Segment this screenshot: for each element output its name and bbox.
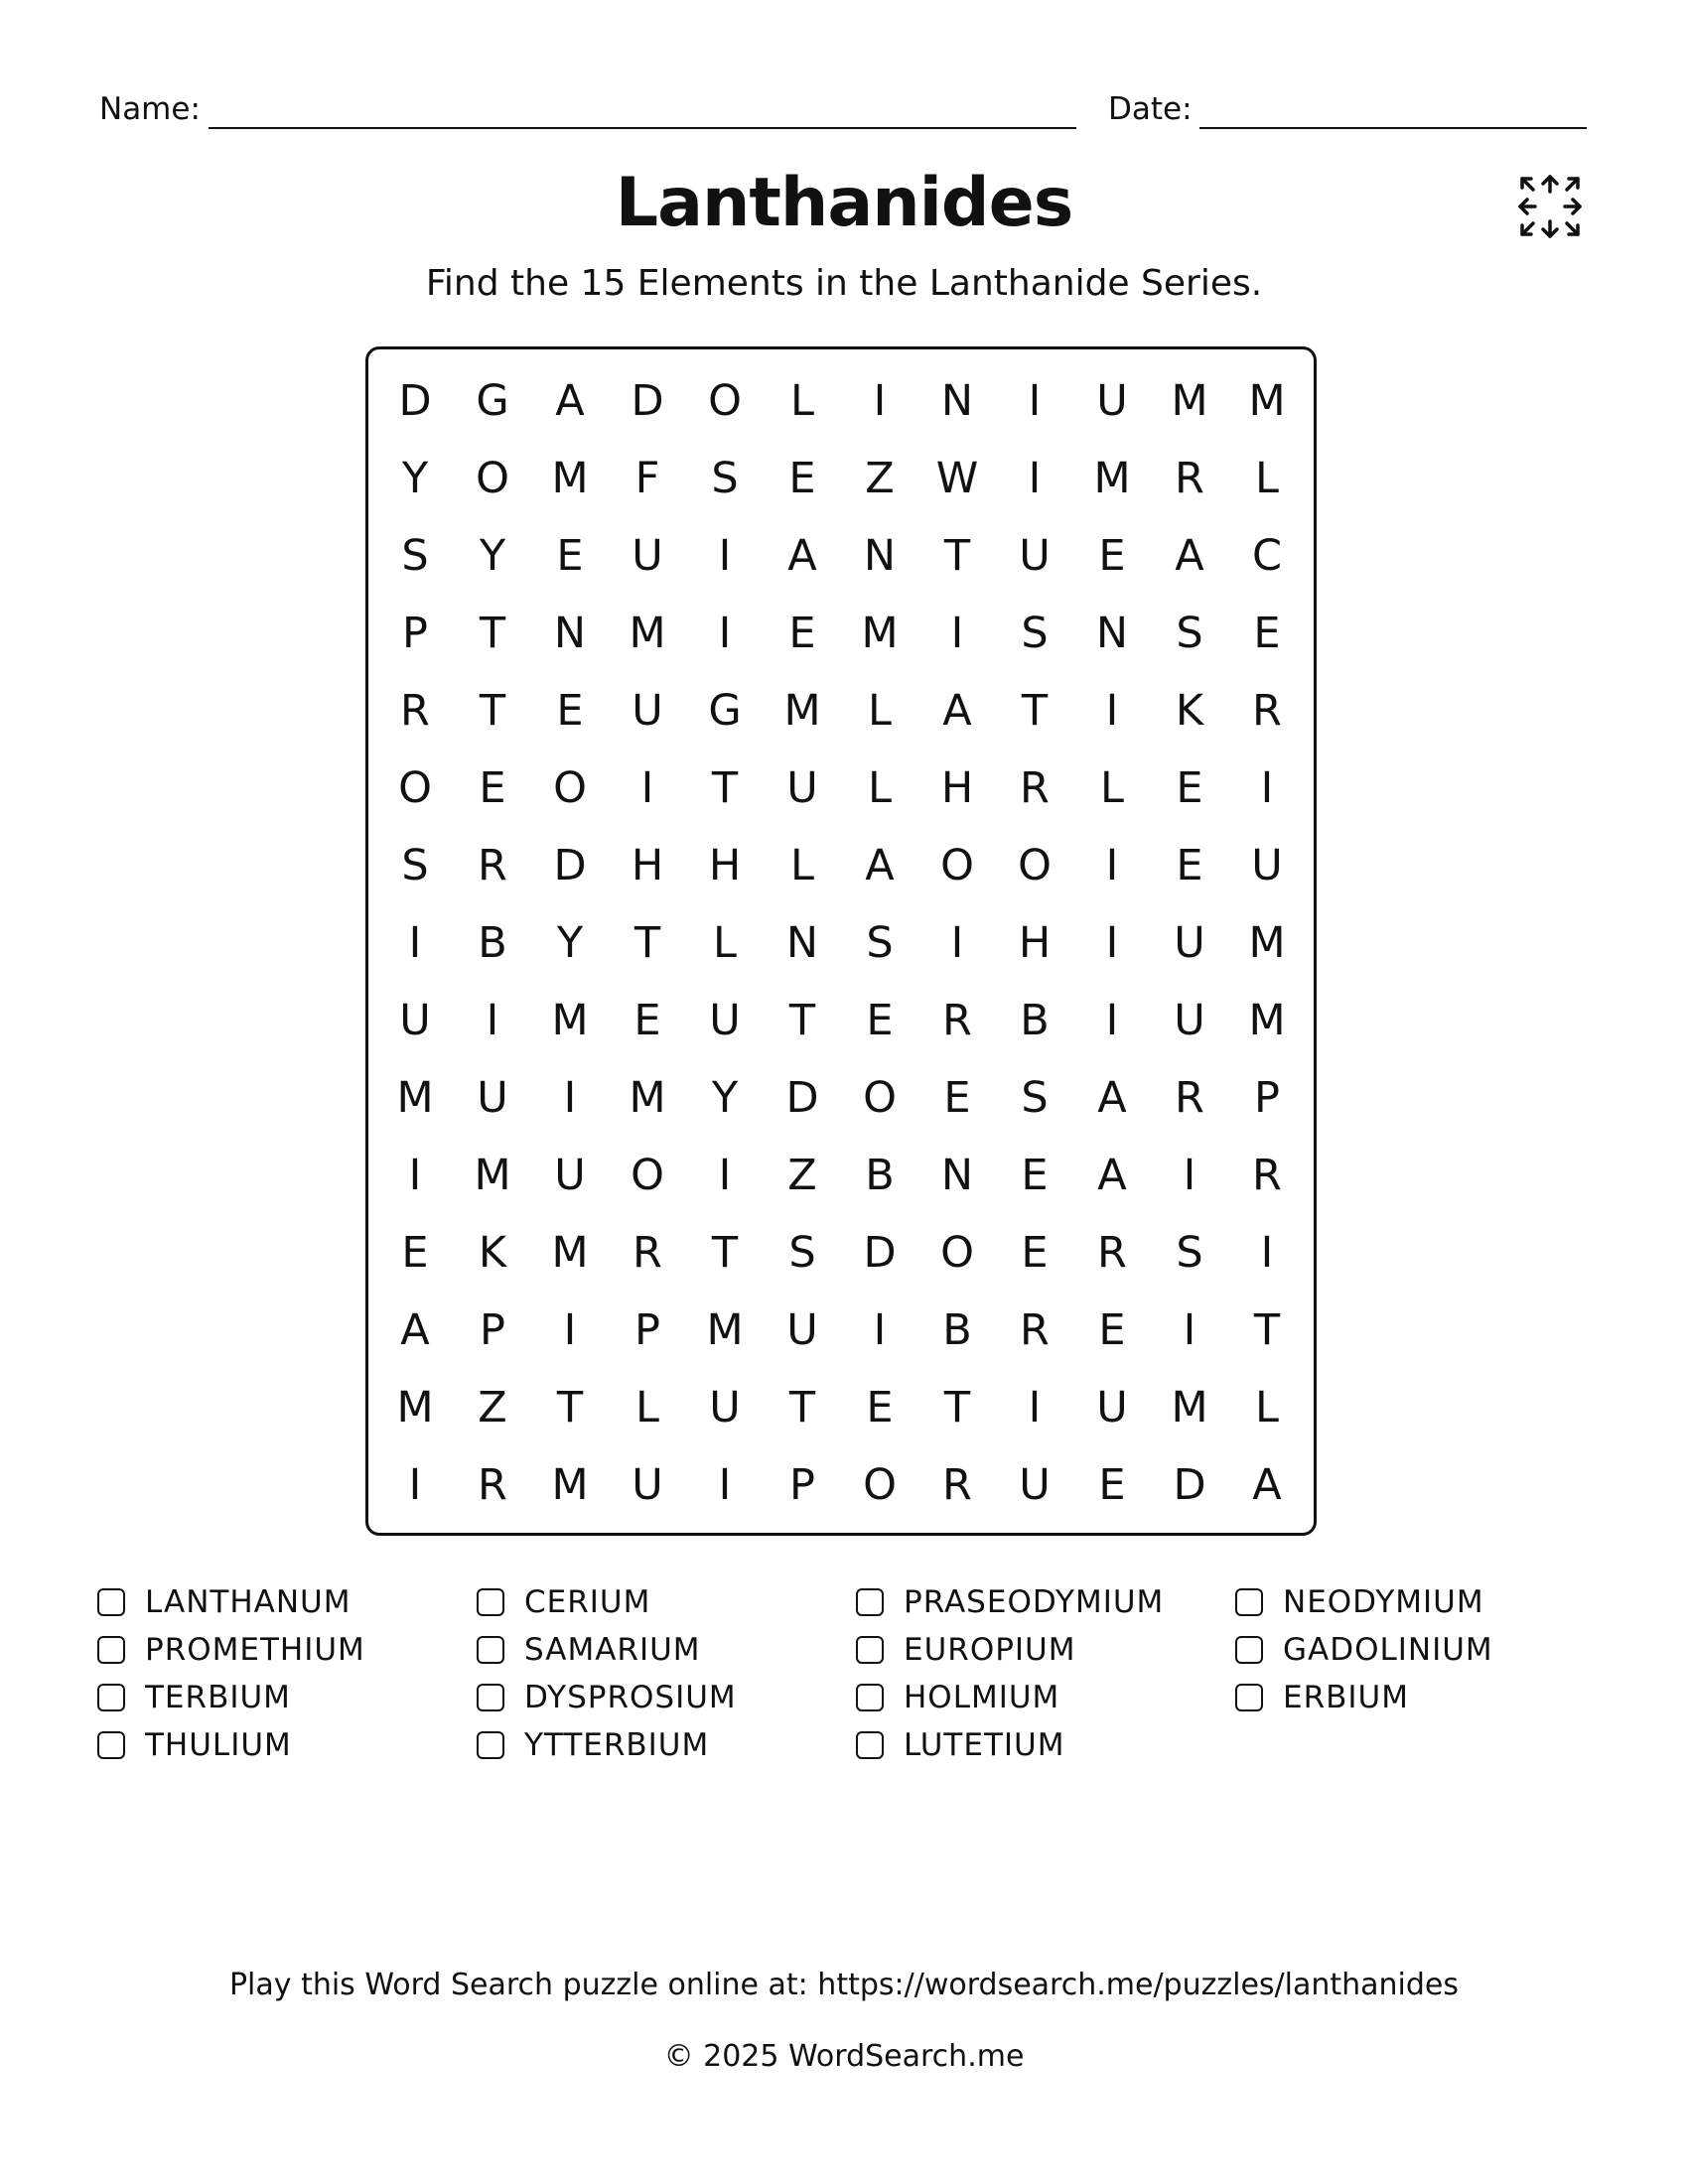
word-item[interactable] — [856, 1626, 1235, 1674]
grid-cell[interactable]: E — [556, 531, 584, 581]
grid-cell[interactable]: B — [942, 1305, 972, 1355]
checkbox-icon[interactable] — [97, 1684, 125, 1711]
grid-cell[interactable]: L — [1255, 1383, 1279, 1433]
grid-cell[interactable]: H — [708, 841, 742, 890]
grid-cell[interactable]: U — [1096, 376, 1128, 426]
grid-cell[interactable]: M — [1248, 918, 1286, 968]
checkbox-icon[interactable] — [856, 1588, 884, 1616]
grid-cell[interactable]: S — [1021, 1073, 1049, 1123]
date-label: Date: — [1108, 91, 1193, 127]
grid-cell[interactable]: I — [718, 1151, 732, 1200]
grid-cell[interactable]: I — [718, 531, 732, 581]
grid-cell[interactable]: U — [786, 763, 818, 813]
grid-cell[interactable]: E — [1176, 763, 1203, 813]
puzzle-grid-frame — [365, 346, 1317, 1536]
word-item[interactable] — [97, 1626, 477, 1674]
grid-cell[interactable]: Y — [556, 918, 584, 968]
grid-cell[interactable]: B — [865, 1151, 895, 1200]
grid-cell[interactable]: E — [1098, 531, 1126, 581]
word-item[interactable] — [1235, 1674, 1607, 1721]
grid-cell[interactable]: S — [401, 841, 429, 890]
grid-cell[interactable]: T — [1253, 1305, 1281, 1355]
grid-cell[interactable]: G — [708, 686, 742, 736]
grid-cell[interactable]: E — [1176, 841, 1203, 890]
grid-cell[interactable]: M — [551, 996, 589, 1045]
grid-cell[interactable]: M — [861, 609, 899, 658]
instructions: Find the 15 Elements in the Lanthanide Series. — [425, 263, 1263, 304]
grid-cell[interactable]: P — [1254, 1073, 1280, 1123]
grid-cell[interactable]: R — [1097, 1228, 1127, 1278]
grid-cell[interactable]: T — [556, 1383, 584, 1433]
word-item[interactable] — [1235, 1578, 1607, 1626]
grid-cell[interactable]: A — [1175, 531, 1204, 581]
grid-cell[interactable]: L — [868, 763, 892, 813]
grid-cell[interactable]: K — [1175, 686, 1204, 736]
grid-cell[interactable]: U — [709, 996, 741, 1045]
grid-cell[interactable]: I — [1028, 454, 1042, 503]
grid-cell[interactable]: I — [1260, 1228, 1274, 1278]
grid-cell[interactable]: I — [718, 609, 732, 658]
grid-cell[interactable]: M — [551, 1228, 589, 1278]
grid-cell[interactable]: O — [708, 376, 742, 426]
grid-cell[interactable]: O — [863, 1073, 897, 1123]
grid-cell[interactable]: R — [1020, 1305, 1050, 1355]
grid-cell[interactable]: R — [400, 686, 430, 736]
grid-cell[interactable]: M — [551, 454, 589, 503]
grid-cell[interactable]: M — [1248, 996, 1286, 1045]
grid-cell[interactable]: D — [631, 376, 664, 426]
grid-cell[interactable]: D — [1173, 1460, 1206, 1510]
grid-cell[interactable]: I — [1105, 686, 1119, 736]
grid-cell[interactable]: E — [788, 609, 816, 658]
grid-cell[interactable]: E — [943, 1073, 971, 1123]
grid-cell[interactable]: R — [1252, 1151, 1282, 1200]
grid-cell[interactable]: I — [718, 1460, 732, 1510]
grid-cell[interactable]: S — [1176, 609, 1203, 658]
grid-cell[interactable]: E — [1253, 609, 1281, 658]
grid-cell[interactable]: L — [868, 686, 892, 736]
word-label: NEODYMIUM — [1283, 1584, 1484, 1620]
grid-cell[interactable]: T — [479, 686, 506, 736]
grid-cell[interactable]: N — [785, 918, 819, 968]
grid-cell[interactable]: Z — [787, 1151, 817, 1200]
grid-cell[interactable]: U — [632, 531, 663, 581]
grid-cell[interactable]: H — [1018, 918, 1052, 968]
grid-cell[interactable]: I — [950, 609, 964, 658]
grid-cell[interactable]: N — [863, 531, 897, 581]
grid-cell[interactable]: S — [711, 454, 739, 503]
grid-cell[interactable]: I — [408, 1460, 422, 1510]
word-label: GADOLINIUM — [1283, 1632, 1493, 1668]
grid-cell[interactable]: G — [476, 376, 509, 426]
date-line[interactable] — [1199, 127, 1587, 129]
grid-cell[interactable]: E — [479, 763, 506, 813]
grid-cell[interactable]: I — [1183, 1305, 1196, 1355]
grid-cell[interactable]: U — [1174, 996, 1205, 1045]
grid-cell[interactable]: M — [1171, 1383, 1208, 1433]
grid-cell[interactable]: E — [1098, 1460, 1126, 1510]
grid-cell[interactable]: I — [1260, 763, 1274, 813]
grid-cell[interactable]: U — [477, 1073, 508, 1123]
grid-cell[interactable]: I — [950, 918, 964, 968]
grid-cell[interactable]: M — [396, 1383, 434, 1433]
checkbox-icon[interactable] — [856, 1684, 884, 1711]
grid-cell[interactable]: R — [478, 841, 507, 890]
word-item[interactable] — [477, 1674, 856, 1721]
word-item[interactable] — [97, 1674, 477, 1721]
grid-cell[interactable]: L — [713, 918, 737, 968]
word-label: PROMETHIUM — [145, 1632, 365, 1668]
word-item[interactable] — [97, 1721, 477, 1769]
word-item[interactable] — [477, 1578, 856, 1626]
grid-cell[interactable]: M — [629, 609, 666, 658]
checkbox-icon[interactable] — [477, 1636, 504, 1664]
grid-cell[interactable]: H — [940, 763, 974, 813]
grid-cell[interactable]: R — [942, 1460, 972, 1510]
grid-cell[interactable]: Z — [478, 1383, 507, 1433]
grid-cell[interactable]: B — [1020, 996, 1050, 1045]
grid-cell[interactable]: O — [863, 1460, 897, 1510]
word-item[interactable] — [477, 1626, 856, 1674]
grid-cell[interactable]: P — [634, 1305, 660, 1355]
word-item[interactable] — [856, 1721, 1235, 1769]
word-item[interactable] — [856, 1674, 1235, 1721]
checkbox-icon[interactable] — [97, 1636, 125, 1664]
word-label: LUTETIUM — [904, 1727, 1065, 1763]
grid-cell[interactable]: R — [942, 996, 972, 1045]
checkbox-icon[interactable] — [856, 1636, 884, 1664]
grid-cell[interactable]: A — [400, 1305, 430, 1355]
grid-cell[interactable]: I — [1105, 841, 1119, 890]
grid-cell[interactable]: N — [940, 376, 974, 426]
grid-cell[interactable]: I — [640, 763, 654, 813]
grid-cell[interactable]: P — [789, 1460, 815, 1510]
grid-cell[interactable]: I — [1105, 996, 1119, 1045]
grid-cell[interactable]: M — [629, 1073, 666, 1123]
grid-cell[interactable]: I — [873, 1305, 887, 1355]
grid-cell[interactable]: T — [633, 918, 661, 968]
grid-cell[interactable]: O — [476, 454, 509, 503]
grid-cell[interactable]: R — [633, 1228, 662, 1278]
grid-cell[interactable]: M — [1171, 376, 1208, 426]
word-item[interactable] — [477, 1721, 856, 1769]
grid-cell[interactable]: E — [866, 996, 894, 1045]
grid-cell[interactable]: T — [479, 609, 506, 658]
grid-cell[interactable]: O — [940, 841, 974, 890]
checkbox-icon[interactable] — [477, 1588, 504, 1616]
checkbox-icon[interactable] — [97, 1731, 125, 1759]
grid-cell[interactable]: Y — [401, 454, 429, 503]
checkbox-icon[interactable] — [1235, 1636, 1263, 1664]
word-item[interactable] — [97, 1578, 477, 1626]
grid-cell[interactable]: E — [866, 1383, 894, 1433]
grid-cell[interactable]: U — [399, 996, 431, 1045]
checkbox-icon[interactable] — [856, 1731, 884, 1759]
grid-cell[interactable]: S — [866, 918, 894, 968]
grid-cell[interactable]: T — [788, 996, 816, 1045]
grid-cell[interactable]: U — [786, 1305, 818, 1355]
grid-cell[interactable]: S — [1021, 609, 1049, 658]
grid-cell[interactable]: L — [1255, 454, 1279, 503]
grid-cell[interactable]: M — [551, 1460, 589, 1510]
grid-cell[interactable]: M — [1248, 376, 1286, 426]
word-item[interactable] — [856, 1578, 1235, 1626]
checkbox-icon[interactable] — [477, 1684, 504, 1711]
word-label: SAMARIUM — [524, 1632, 701, 1668]
word-label: CERIUM — [524, 1584, 651, 1620]
footer-play-online: Play this Word Search puzzle online at: https://wordsearch.me/puzzles/lanthanides — [228, 1968, 1460, 2002]
checkbox-icon[interactable] — [1235, 1588, 1263, 1616]
grid-cell[interactable]: R — [478, 1460, 507, 1510]
grid-cell[interactable]: A — [1252, 1460, 1282, 1510]
word-label: TERBIUM — [145, 1680, 291, 1715]
grid-cell[interactable]: M — [396, 1073, 434, 1123]
grid-cell[interactable]: R — [1020, 763, 1050, 813]
grid-cell[interactable]: D — [863, 1228, 897, 1278]
eight-direction-arrows-icon — [1517, 174, 1583, 239]
grid-cell[interactable]: L — [790, 841, 814, 890]
grid-cell[interactable]: I — [563, 1073, 577, 1123]
grid-cell[interactable]: U — [709, 1383, 741, 1433]
grid-cell[interactable]: E — [556, 686, 584, 736]
grid-cell[interactable]: I — [563, 1305, 577, 1355]
grid-cell[interactable]: U — [1096, 1383, 1128, 1433]
grid-cell[interactable]: U — [632, 686, 663, 736]
grid-cell[interactable]: I — [408, 918, 422, 968]
footer-copyright: © 2025 WordSearch.me — [663, 2039, 1025, 2074]
grid-cell[interactable]: A — [865, 841, 895, 890]
grid-cell[interactable]: R — [1175, 454, 1204, 503]
grid-cell[interactable]: L — [635, 1383, 659, 1433]
grid-cell[interactable]: Z — [865, 454, 895, 503]
grid-cell[interactable]: T — [711, 1228, 739, 1278]
grid-cell[interactable]: O — [398, 763, 432, 813]
grid-cell[interactable]: T — [788, 1383, 816, 1433]
grid-cell[interactable]: E — [401, 1228, 429, 1278]
grid-cell[interactable]: N — [1095, 609, 1129, 658]
grid-cell[interactable]: B — [478, 918, 507, 968]
grid-cell[interactable]: A — [1097, 1151, 1127, 1200]
grid-cell[interactable]: A — [787, 531, 817, 581]
word-label: LANTHANUM — [145, 1584, 352, 1620]
grid-cell[interactable]: E — [633, 996, 661, 1045]
grid-cell[interactable]: L — [790, 376, 814, 426]
grid-cell[interactable]: E — [1098, 1305, 1126, 1355]
word-item[interactable] — [1235, 1626, 1607, 1674]
grid-cell[interactable]: E — [1021, 1228, 1049, 1278]
checkbox-icon[interactable] — [1235, 1684, 1263, 1711]
word-label: HOLMIUM — [904, 1680, 1060, 1715]
grid-cell[interactable]: M — [1093, 454, 1131, 503]
checkbox-icon[interactable] — [97, 1588, 125, 1616]
grid-cell[interactable]: T — [1021, 686, 1049, 736]
grid-cell[interactable]: I — [408, 1151, 422, 1200]
grid-cell[interactable]: O — [553, 763, 587, 813]
grid-cell[interactable]: P — [480, 1305, 505, 1355]
grid-cell[interactable]: O — [940, 1228, 974, 1278]
word-label: PRASEODYMIUM — [904, 1584, 1165, 1620]
header-row — [99, 91, 1587, 133]
grid-cell[interactable]: I — [1028, 1383, 1042, 1433]
page-title: Lanthanides — [615, 164, 1073, 242]
name-line[interactable] — [209, 127, 1076, 129]
checkbox-icon[interactable] — [477, 1731, 504, 1759]
grid-cell[interactable]: M — [783, 686, 821, 736]
name-label: Name: — [99, 91, 201, 127]
grid-cell[interactable]: R — [1175, 1073, 1204, 1123]
grid-cell[interactable]: Y — [479, 531, 506, 581]
grid-cell[interactable]: I — [873, 376, 887, 426]
grid-cell[interactable]: O — [631, 1151, 664, 1200]
grid-cell[interactable]: P — [402, 609, 428, 658]
word-label: EUROPIUM — [904, 1632, 1076, 1668]
grid-cell[interactable]: A — [555, 376, 585, 426]
grid-cell[interactable]: M — [474, 1151, 511, 1200]
word-label: THULIUM — [145, 1727, 292, 1763]
word-label: DYSPROSIUM — [524, 1680, 737, 1715]
grid-cell[interactable]: S — [1176, 1228, 1203, 1278]
word-label: ERBIUM — [1283, 1680, 1409, 1715]
grid-cell[interactable]: T — [943, 531, 971, 581]
grid-cell[interactable]: D — [398, 376, 432, 426]
grid-cell[interactable]: N — [940, 1151, 974, 1200]
grid-cell[interactable]: A — [942, 686, 972, 736]
grid-cell[interactable]: H — [631, 841, 664, 890]
grid-cell[interactable]: F — [634, 454, 660, 503]
word-label: YTTERBIUM — [524, 1727, 710, 1763]
grid-cell[interactable]: I — [486, 996, 499, 1045]
grid-cell[interactable]: U — [632, 1460, 663, 1510]
letter-grid — [376, 362, 1306, 1524]
grid-cell[interactable]: N — [553, 609, 587, 658]
grid-cell[interactable]: R — [1252, 686, 1282, 736]
grid-cell[interactable]: T — [711, 763, 739, 813]
grid-cell[interactable]: Y — [711, 1073, 739, 1123]
grid-cell[interactable]: U — [1251, 841, 1283, 890]
grid-cell[interactable]: E — [1021, 1151, 1049, 1200]
grid-cell[interactable]: T — [943, 1383, 971, 1433]
grid-cell[interactable]: C — [1251, 531, 1283, 581]
grid-cell[interactable]: D — [553, 841, 587, 890]
word-list — [97, 1578, 1607, 1769]
grid-cell[interactable]: U — [554, 1151, 586, 1200]
grid-cell[interactable]: M — [706, 1305, 744, 1355]
grid-cell[interactable]: E — [788, 454, 816, 503]
grid-cell[interactable]: U — [1019, 531, 1051, 581]
grid-cell[interactable]: A — [1097, 1073, 1127, 1123]
grid-cell[interactable]: S — [401, 531, 429, 581]
grid-cell[interactable]: O — [1018, 841, 1052, 890]
grid-cell[interactable]: I — [1105, 918, 1119, 968]
grid-cell[interactable]: K — [478, 1228, 507, 1278]
grid-cell[interactable]: I — [1183, 1151, 1196, 1200]
grid-cell[interactable]: W — [935, 454, 979, 503]
grid-cell[interactable]: L — [1100, 763, 1124, 813]
grid-cell[interactable]: U — [1019, 1460, 1051, 1510]
grid-cell[interactable]: D — [785, 1073, 819, 1123]
grid-cell[interactable]: U — [1174, 918, 1205, 968]
grid-cell[interactable]: I — [1028, 376, 1042, 426]
grid-cell[interactable]: S — [788, 1228, 816, 1278]
